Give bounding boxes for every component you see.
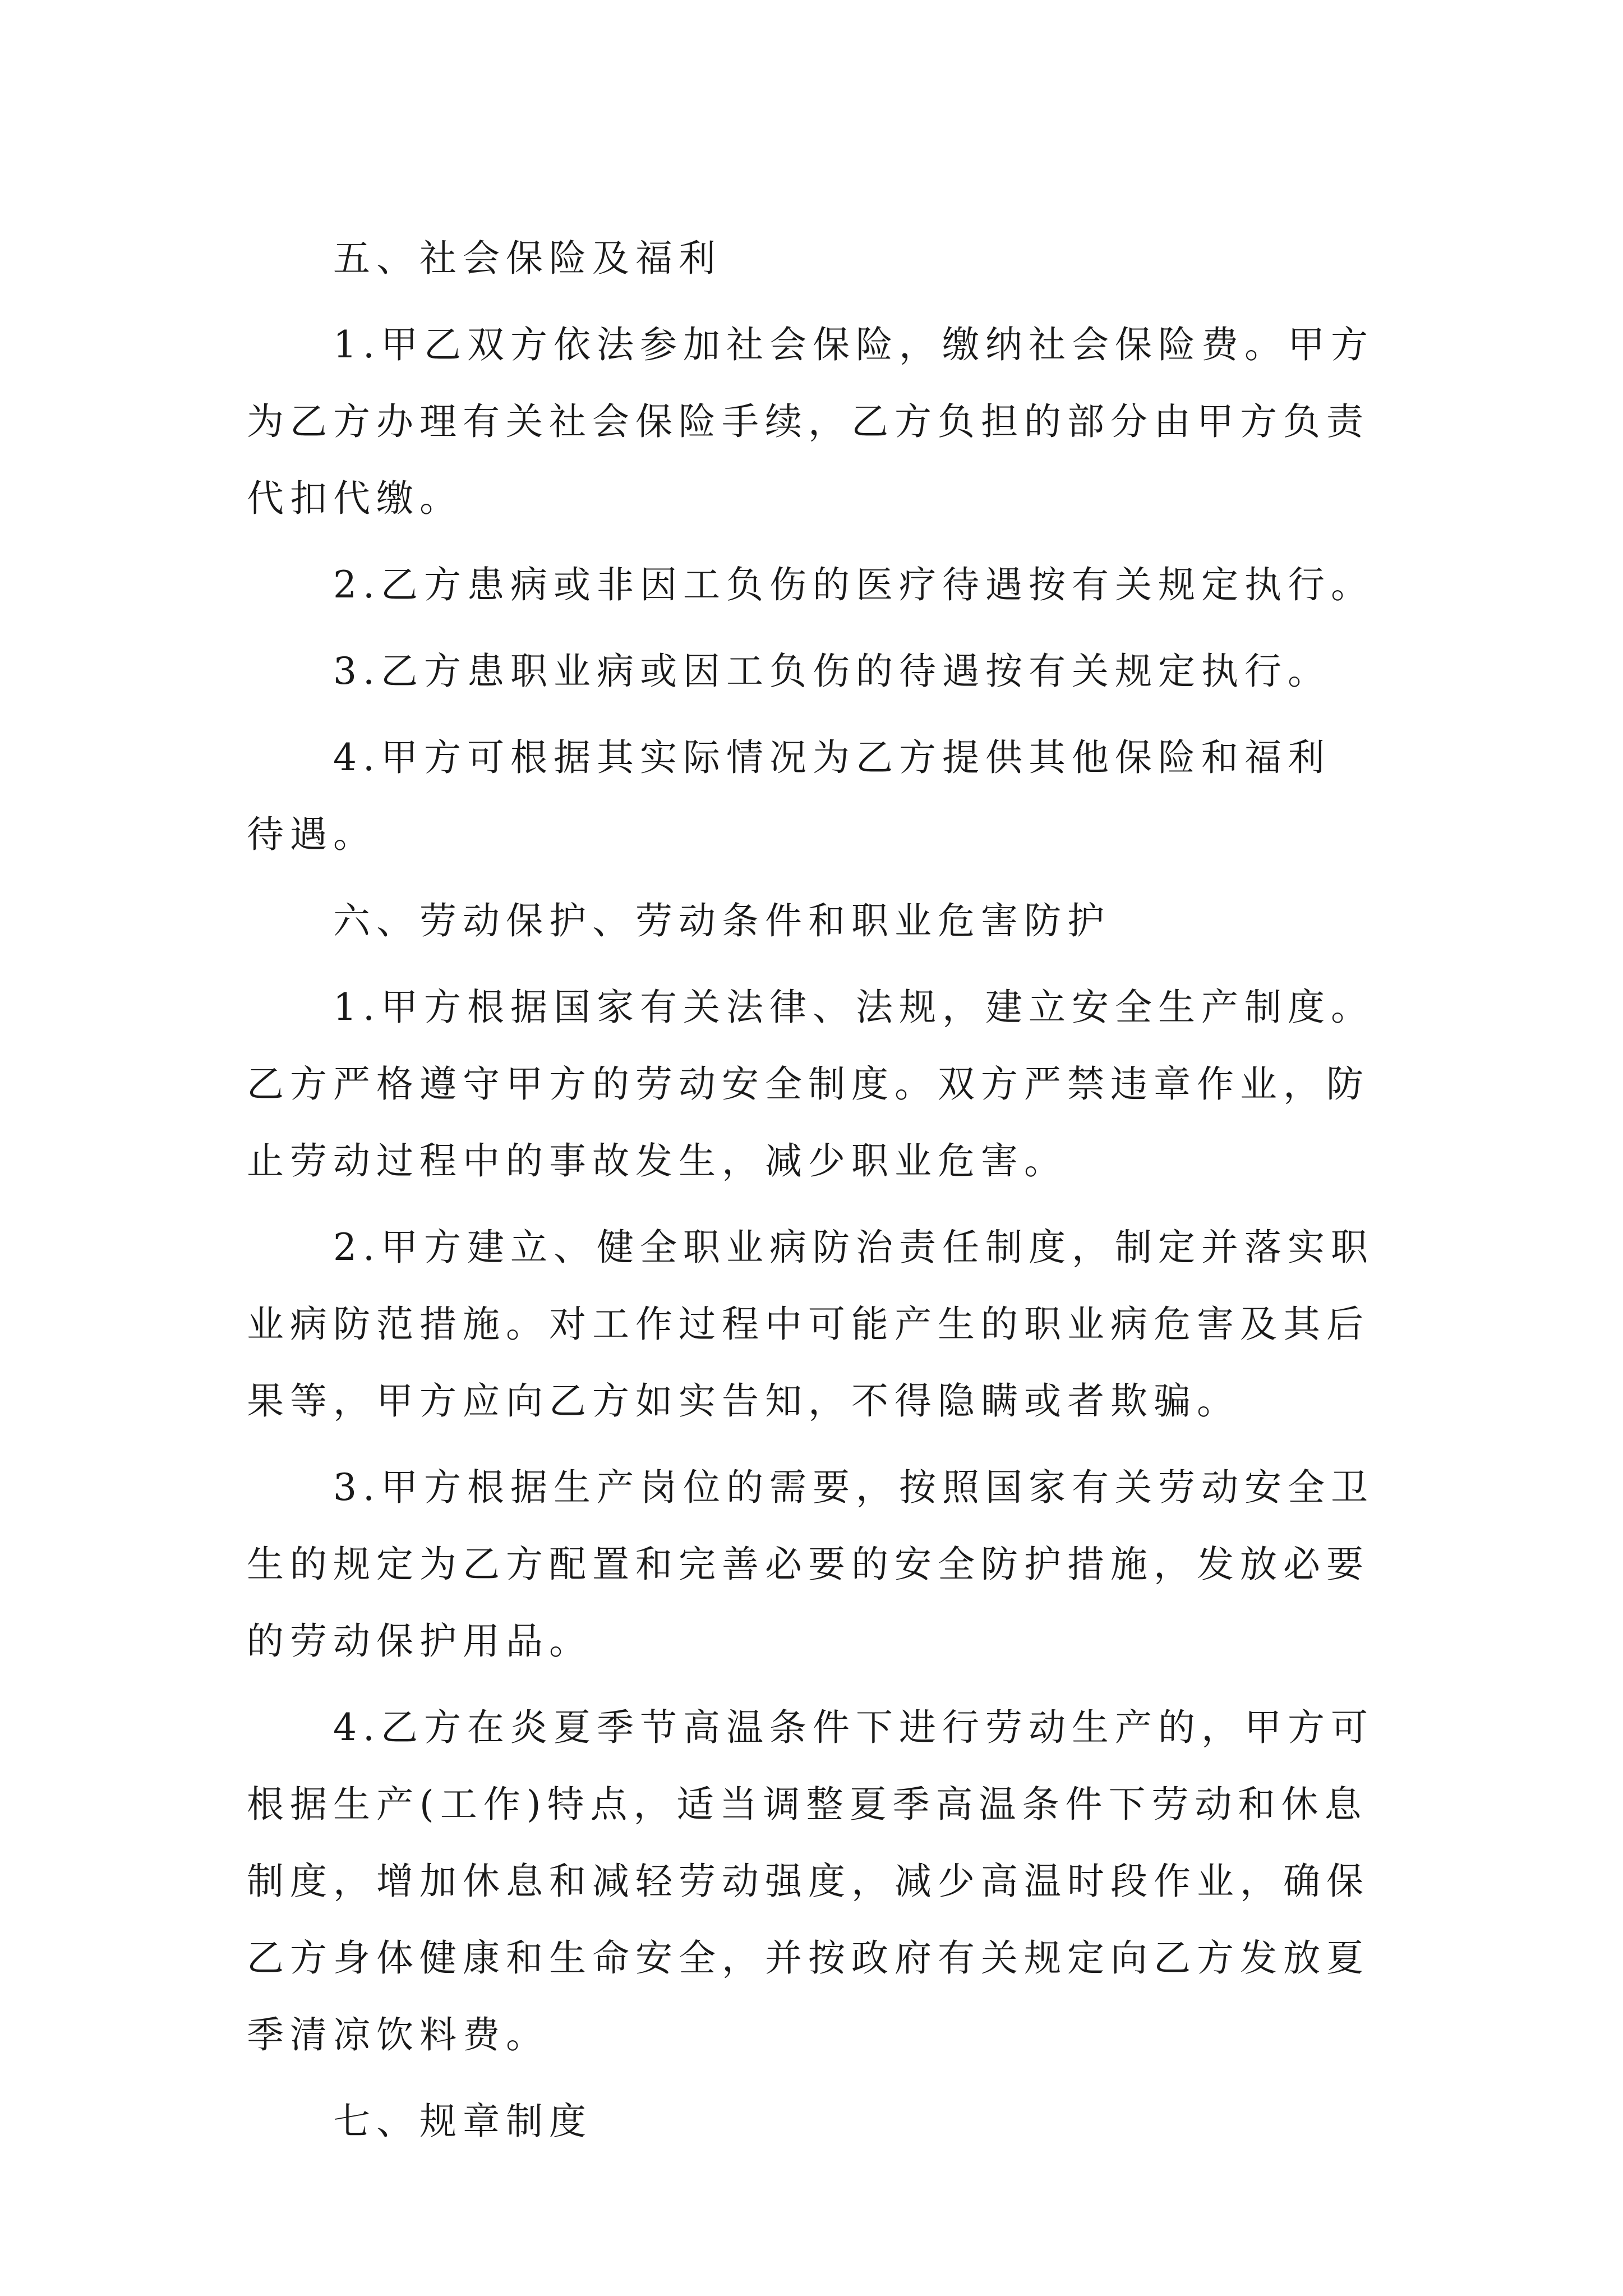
paragraph-line: 3.乙方患职业病或因工负伤的待遇按有关规定执行。 [333,650,1331,693]
section-heading: 六、劳动保护、劳动条件和职业危害防护 [333,899,1110,942]
paragraph-line: 1.甲乙双方依法参加社会保险，缴纳社会保险费。甲方 [333,323,1374,366]
paragraph-line: 代扣代缴。 [247,477,463,520]
paragraph-line: 根据生产(工作)特点，适当调整夏季高温条件下劳动和休息 [247,1783,1368,1826]
paragraph-line: 业病防范措施。对工作过程中可能产生的职业病危害及其后 [247,1303,1370,1346]
paragraph-line: 为乙方办理有关社会保险手续，乙方负担的部分由甲方负责 [247,400,1370,443]
paragraph-line: 2.甲方建立、健全职业病防治责任制度，制定并落实职 [333,1226,1374,1269]
paragraph-line: 止劳动过程中的事故发生，减少职业危害。 [247,1139,1067,1182]
paragraph-line: 季清凉饮料费。 [247,2013,549,2056]
paragraph-line: 4.乙方在炎夏季节高温条件下进行劳动生产的，甲方可 [333,1706,1374,1749]
paragraph-line: 4.甲方可根据其实际情况为乙方提供其他保险和福利 [333,736,1331,779]
paragraph-line: 2.乙方患病或非因工负伤的医疗待遇按有关规定执行。 [333,563,1374,606]
paragraph-line: 乙方严格遵守甲方的劳动安全制度。双方严禁违章作业，防 [247,1062,1370,1106]
paragraph-line: 1.甲方根据国家有关法律、法规，建立安全生产制度。 [333,986,1374,1029]
paragraph-line: 的劳动保护用品。 [247,1619,592,1663]
paragraph-line: 果等，甲方应向乙方如实告知，不得隐瞒或者欺骗。 [247,1379,1240,1423]
paragraph-line: 制度，增加休息和减轻劳动强度，减少高温时段作业，确保 [247,1860,1370,1903]
paragraph-line: 待遇。 [247,813,376,856]
paragraph-line: 生的规定为乙方配置和完善必要的安全防护措施，发放必要 [247,1543,1370,1586]
section-heading: 七、规章制度 [333,2100,592,2143]
document-body [247,220,1374,2160]
paragraph-line: 乙方身体健康和生命安全，并按政府有关规定向乙方发放夏 [247,1936,1370,1980]
paragraph-line: 3.甲方根据生产岗位的需要，按照国家有关劳动安全卫 [333,1466,1374,1509]
section-heading: 五、社会保险及福利 [333,237,722,280]
